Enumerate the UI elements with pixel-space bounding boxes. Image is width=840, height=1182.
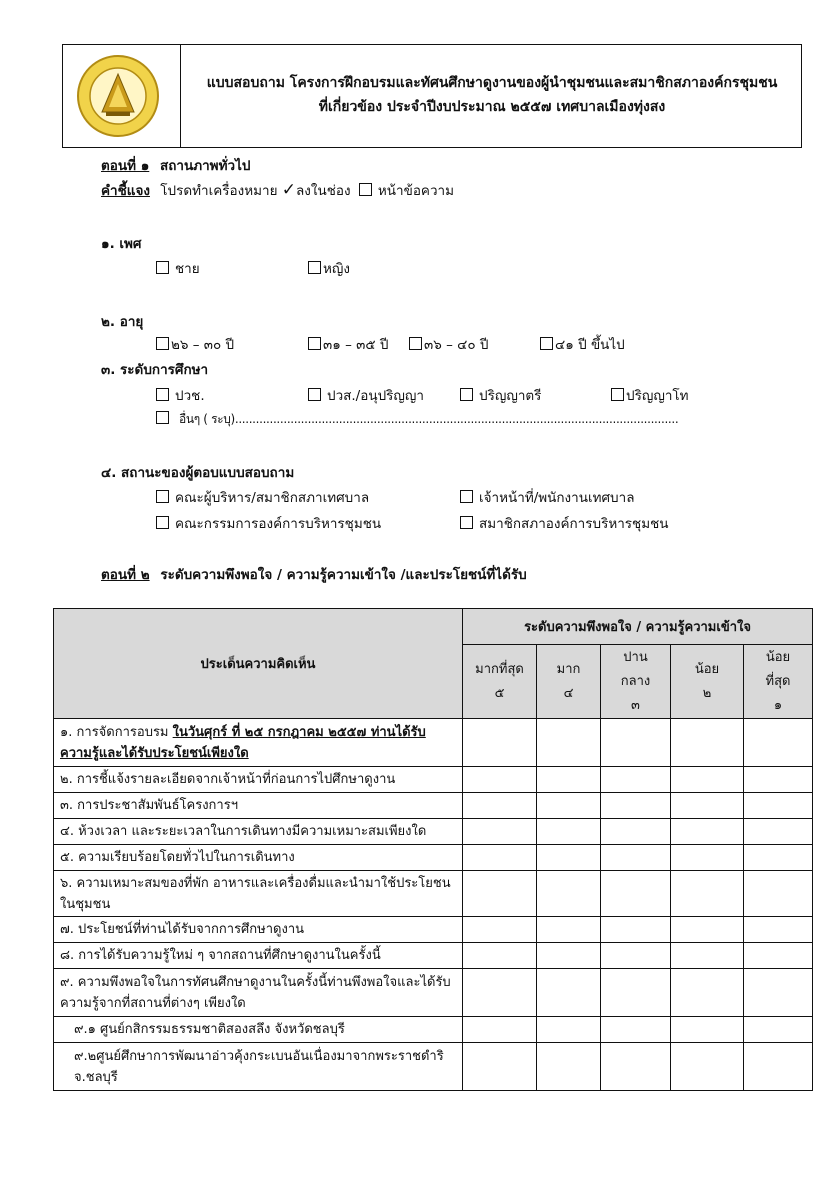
checkbox-icon[interactable] <box>540 337 553 350</box>
option-label: ๔๑ ปี ขึ้นไป <box>555 337 625 353</box>
q4-option-council-member[interactable] <box>460 512 669 534</box>
rating-cell[interactable] <box>463 1017 537 1043</box>
rating-cell[interactable] <box>463 871 537 917</box>
rating-cell[interactable] <box>601 719 671 767</box>
rating-cell[interactable] <box>671 767 744 793</box>
rating-cell[interactable] <box>744 1017 813 1043</box>
q1-label: ๑. เพศ <box>101 236 142 252</box>
checkbox-icon[interactable] <box>156 516 169 529</box>
option-label: ๓๖ – ๔๐ ปี <box>424 337 489 353</box>
issue-cell <box>54 819 463 845</box>
rating-cell[interactable] <box>744 969 813 1017</box>
rating-cell[interactable] <box>463 943 537 969</box>
rating-cell[interactable] <box>537 819 601 845</box>
q2-label: ๒. อายุ <box>101 314 144 330</box>
option-label: ปวส./อนุปริญญา <box>327 388 424 404</box>
instruction-text-post: หน้าข้อความ <box>377 183 455 199</box>
instruction-label: คำชี้แจง <box>101 183 150 199</box>
issue-text: ๖. ความเหมาะสมของที่พัก อาหารและเครื่องดื่มและนำมาใช้ประโยชนในชุมชน <box>60 875 451 912</box>
part2-label: ตอนที่ ๒ <box>101 567 150 583</box>
rating-cell[interactable] <box>537 767 601 793</box>
issue-cell <box>54 719 463 767</box>
part1-heading <box>101 154 250 176</box>
issue-cell <box>54 793 463 819</box>
option-label: ๒๖ – ๓๐ ปี <box>171 337 235 353</box>
option-label: ชาย <box>175 261 200 277</box>
option-label: ๓๑ – ๓๕ ปี <box>323 337 389 353</box>
instruction-text-pre: โปรดทำเครื่องหมาย <box>160 183 278 199</box>
option-label: ปริญญาตรี <box>479 388 542 404</box>
q2-option-26-30[interactable] <box>156 333 234 355</box>
issue-text: ๒. การชี้แจ้งรายละเอียดจากเจ้าหน้าที่ก่อนการไปศึกษาดูงาน <box>60 772 396 787</box>
rating-cell[interactable] <box>463 969 537 1017</box>
q4-option-committee[interactable] <box>156 512 381 534</box>
issue-text: ๓. การประชาสัมพันธ์โครงการฯ <box>60 798 239 813</box>
rating-cell[interactable] <box>601 917 671 943</box>
rating-cell[interactable] <box>671 943 744 969</box>
rating-cell[interactable] <box>463 719 537 767</box>
rating-cell[interactable] <box>744 871 813 917</box>
rating-cell[interactable] <box>463 793 537 819</box>
checkbox-icon[interactable] <box>156 490 169 503</box>
rating-cell[interactable] <box>671 793 744 819</box>
issue-cell <box>54 943 463 969</box>
rating-cell[interactable] <box>601 1043 671 1091</box>
checkbox-icon[interactable] <box>460 388 473 401</box>
rating-cell[interactable] <box>537 793 601 819</box>
checkbox-icon[interactable] <box>409 337 422 350</box>
option-label: หญิง <box>323 261 350 277</box>
checkbox-sample-icon <box>359 183 372 196</box>
q4-option-staff[interactable] <box>460 486 634 508</box>
checkbox-icon[interactable] <box>308 388 321 401</box>
issue-cell <box>54 871 463 917</box>
rating-cell[interactable] <box>601 969 671 1017</box>
rating-cell[interactable] <box>601 767 671 793</box>
part2-heading <box>101 563 527 585</box>
rating-cell[interactable] <box>463 917 537 943</box>
issue-text: ๙.๑ ศูนย์กสิกรรมธรรมชาติสองสลึง จังหวัดชลบุรี <box>74 1022 345 1037</box>
table-row <box>54 1043 813 1091</box>
q3-label: ๓. ระดับการศึกษา <box>101 362 209 378</box>
table-row <box>54 793 813 819</box>
issue-text: ๗. ประโยชน์ที่ท่านได้รับจากการศึกษาดูงาน <box>60 922 305 937</box>
rating-cell[interactable] <box>744 1043 813 1091</box>
table-row <box>54 943 813 969</box>
title-line-1: แบบสอบถาม โครงการฝึกอบรมและทัศนศึกษาดูงานของผู้นำชุมชนและสมาชิกสภาองค์กรชุมชน <box>206 75 778 91</box>
q3-option-master[interactable] <box>611 384 689 406</box>
issue-cell <box>54 767 463 793</box>
rating-cell[interactable] <box>744 793 813 819</box>
checkbox-icon[interactable] <box>156 388 169 401</box>
rating-cell[interactable] <box>744 917 813 943</box>
table-row <box>54 767 813 793</box>
checkbox-icon[interactable] <box>156 261 169 274</box>
rating-cell[interactable] <box>537 917 601 943</box>
level-header: น้อย ที่สุด ๑ <box>744 645 813 719</box>
rating-cell[interactable] <box>601 819 671 845</box>
level-group-header: ระดับความพึงพอใจ / ความรู้ความเข้าใจ <box>463 609 813 645</box>
rating-cell[interactable] <box>671 819 744 845</box>
q3-option-bachelor[interactable] <box>460 384 541 406</box>
q2-option-41-plus[interactable] <box>540 333 625 355</box>
issue-emphasis-text: ในวันศุกร์ ที่ ๒๕ กรกฎาคม ๒๕๕๗ ท่านได้รับความรู้และได้รับประโยชน์เพียงใด <box>60 724 426 761</box>
title-line-2: ที่เกี่ยวข้อง ประจำปีงบประมาณ ๒๕๕๗ เทศบาลเมืองทุ่งสง <box>318 99 666 115</box>
rating-cell[interactable] <box>601 871 671 917</box>
level-header: ปาน กลาง ๓ <box>601 645 671 719</box>
checkbox-icon[interactable] <box>308 261 321 274</box>
rating-cell[interactable] <box>463 1043 537 1091</box>
option-label: คณะผู้บริหาร/สมาชิกสภาเทศบาล <box>175 490 370 506</box>
table-row <box>54 719 813 767</box>
rating-cell[interactable] <box>671 917 744 943</box>
q3-option-vocational[interactable] <box>156 384 205 406</box>
issue-cell <box>54 1017 463 1043</box>
table-body <box>54 719 813 1091</box>
q1-option-female[interactable] <box>308 257 350 279</box>
q4-label: ๔. สถานะของผู้ตอบแบบสอบถาม <box>101 465 295 481</box>
checkbox-icon[interactable] <box>156 411 169 424</box>
checkbox-icon[interactable] <box>611 388 624 401</box>
instruction-text-mid: ลงในช่อง <box>296 183 351 199</box>
issue-cell <box>54 1043 463 1091</box>
checkbox-icon[interactable] <box>460 516 473 529</box>
part2-title: ระดับความพึงพอใจ / ความรู้ความเข้าใจ /และประโยชน์ที่ได้รับ <box>160 567 527 583</box>
issue-text: ๕. ความเรียบร้อยโดยทั่วไปในการเดินทาง <box>60 850 295 865</box>
issue-text: ๔. ห้วงเวลา และระยะเวลาในการเดินทางมีความเหมาะสมเพียงใด <box>60 824 427 839</box>
rating-cell[interactable] <box>671 1043 744 1091</box>
rating-cell[interactable] <box>744 819 813 845</box>
checkbox-icon[interactable] <box>156 337 169 350</box>
document-title <box>181 71 803 119</box>
instruction-line <box>101 179 454 201</box>
rating-cell[interactable] <box>671 871 744 917</box>
rating-cell[interactable] <box>463 767 537 793</box>
issue-text: ๙. ความพึงพอใจในการทัศนศึกษาดูงานในครั้งนี้ท่านพึงพอใจและได้รับความรู้จากที่สถานที่ต่างๆ เพียงใด <box>60 974 451 1011</box>
table-row <box>54 969 813 1017</box>
rating-cell[interactable] <box>463 845 537 871</box>
option-label: เจ้าหน้าที่/พนักงานเทศบาล <box>479 490 635 506</box>
rating-cell[interactable] <box>537 943 601 969</box>
rating-cell[interactable] <box>537 845 601 871</box>
rating-cell[interactable] <box>601 943 671 969</box>
rating-cell[interactable] <box>671 719 744 767</box>
q1-option-male[interactable] <box>156 257 200 279</box>
rating-cell[interactable] <box>601 845 671 871</box>
table-row <box>54 1017 813 1043</box>
rating-cell[interactable] <box>537 719 601 767</box>
rating-cell[interactable] <box>744 943 813 969</box>
seal-emblem-icon <box>79 57 157 135</box>
rating-cell[interactable] <box>744 845 813 871</box>
rating-cell[interactable] <box>537 969 601 1017</box>
q3-option-other[interactable] <box>156 410 678 429</box>
checkmark-icon: ✓ <box>281 180 297 200</box>
municipality-seal-logo <box>77 55 159 137</box>
satisfaction-table <box>53 608 813 1091</box>
other-specify-field[interactable]: อื่นๆ ( ระบุ)................................................................................................................................ <box>179 412 679 426</box>
part1-title: สถานภาพทั่วไป <box>159 158 251 174</box>
issue-cell <box>54 845 463 871</box>
rating-cell[interactable] <box>537 871 601 917</box>
checkbox-icon[interactable] <box>308 337 321 350</box>
rating-cell[interactable] <box>671 1017 744 1043</box>
issue-text: ๘. การได้รับความรู้ใหม่ ๆ จากสถานที่ศึกษาดูงานในครั้งนี้ <box>60 948 381 963</box>
level-header: มากที่สุด ๕ <box>463 645 537 719</box>
q2-option-36-40[interactable] <box>409 333 488 355</box>
level-header: มาก ๔ <box>537 645 601 719</box>
option-label: ปริญญาโท <box>626 388 689 404</box>
rating-cell[interactable] <box>601 793 671 819</box>
rating-cell[interactable] <box>537 1017 601 1043</box>
rating-cell[interactable] <box>671 845 744 871</box>
table-row <box>54 917 813 943</box>
rating-cell[interactable] <box>463 819 537 845</box>
option-label: คณะกรรมการองค์การบริหารชุมชน <box>175 516 382 532</box>
table-row <box>54 819 813 845</box>
issue-cell <box>54 917 463 943</box>
option-label: ปวช. <box>175 388 205 404</box>
rating-cell[interactable] <box>601 1017 671 1043</box>
option-label: สมาชิกสภาองค์การบริหารชุมชน <box>479 516 669 532</box>
issue-text: ๙.๒ศูนย์ศึกษาการพัฒนาอ่าวคุ้งกระเบนอันเนื่องมาจากพระราชดำริ จ.ชลบุรี <box>74 1048 444 1085</box>
q3-option-diploma[interactable] <box>308 384 424 406</box>
header-box <box>62 44 802 148</box>
rating-cell[interactable] <box>744 719 813 767</box>
table-header-row <box>54 609 813 645</box>
q4-option-executive[interactable] <box>156 486 369 508</box>
issue-cell <box>54 969 463 1017</box>
table-row <box>54 845 813 871</box>
rating-cell[interactable] <box>537 1043 601 1091</box>
level-header: น้อย ๒ <box>671 645 744 719</box>
q2-option-31-35[interactable] <box>308 333 388 355</box>
part1-label: ตอนที่ ๑ <box>101 158 150 174</box>
table-row <box>54 871 813 917</box>
logo-cell <box>63 45 181 147</box>
rating-cell[interactable] <box>671 969 744 1017</box>
rating-cell[interactable] <box>744 767 813 793</box>
issue-column-header: ประเด็นความคิดเห็น <box>54 609 463 719</box>
issue-text: ๑. การจัดการอบรม <box>60 724 173 740</box>
checkbox-icon[interactable] <box>460 490 473 503</box>
